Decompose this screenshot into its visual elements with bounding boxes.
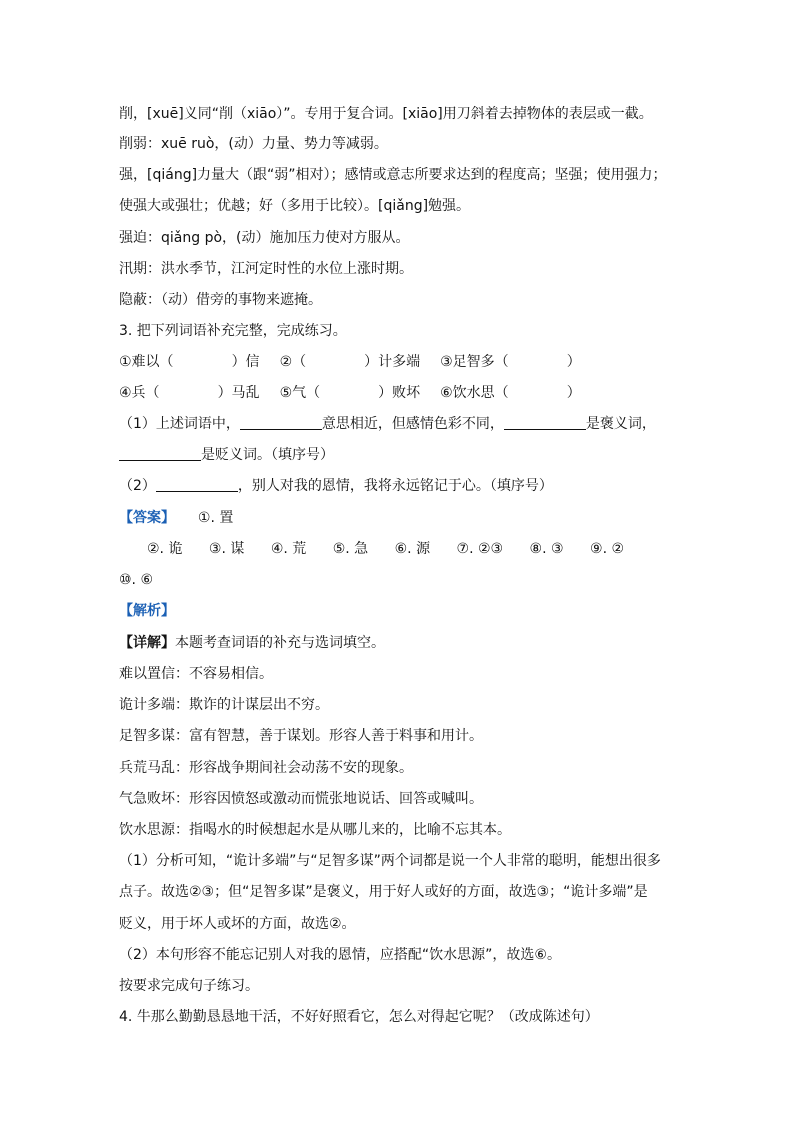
sub-text: （1）上述词语中，: [119, 416, 240, 432]
answer-blank: [156, 477, 238, 492]
q3-item: ⑥饮水思（: [440, 385, 509, 401]
answer-blank: [119, 446, 201, 461]
q3-item: ）马乱: [217, 385, 260, 401]
text-line: 削，[xuē]义同“削（xiāo）”。专用于复合词。[xiāo]用刀斜着去掉物体的表层或一截。: [119, 106, 653, 122]
answer-item: ①. 置: [197, 510, 234, 526]
answer-item: ④. 荒: [270, 541, 307, 557]
q3-item: ④兵（: [119, 385, 160, 401]
sub-text: 是贬义词。（填序号）: [201, 447, 334, 463]
answer-item: ⑧. ③: [529, 541, 564, 557]
text-line: 削弱：xuē ruò，(动）力量、势力等减弱。: [119, 136, 388, 152]
text-line: 强迫：qiǎng pò，(动）施加压力使对方服从。: [119, 230, 410, 246]
text-line: 隐蔽：（动）借旁的事物来遮掩。: [119, 292, 322, 308]
answer-row-1: [119, 508, 255, 528]
q3-item: ）: [566, 354, 581, 370]
sub-text: ，别人对我的恩情，我将永远铭记于心。（填序号）: [237, 478, 553, 494]
q3-sub-2: [119, 476, 553, 496]
q3-item: ③足智多（: [440, 354, 509, 370]
q3-item: ）信: [231, 354, 260, 370]
text-line: 按要求完成句子练习。: [119, 978, 259, 994]
sub-text: 意思相近，但感情色彩不同，: [321, 416, 504, 432]
text-line: 气急败坏：形容因愤怒或激动而慌张地说话、回答或喊叫。: [119, 791, 483, 807]
answer-item: ③. 谋: [208, 541, 245, 557]
text-line: 足智多谋：富有智慧，善于谋划。形容人善于料事和用计。: [119, 728, 483, 744]
sub-text: （2）: [119, 478, 156, 494]
q3-item: ①难以（: [119, 354, 174, 370]
text-line: 饮水思源：指喝水的时候想起水是从哪儿来的，比喻不忘其本。: [119, 822, 511, 838]
text-line: （2）本句形容不能忘记别人对我的恩情，应搭配“饮水思源”，故选⑥。: [119, 947, 561, 963]
q3-item: ⑤气（: [279, 385, 321, 401]
detail-label: 【详解】: [119, 635, 175, 651]
answer-item: ⑦. ②③: [456, 541, 504, 557]
answer-item: ⑥. 源: [394, 541, 431, 557]
answer-label: 【答案】: [119, 510, 175, 526]
q3-row-1: [119, 352, 581, 372]
answer-row-3: [119, 570, 175, 590]
answer-blank: [240, 415, 322, 430]
text-line: 诡计多端：欺诈的计谋层出不穷。: [119, 697, 329, 713]
answer-item: ⑩. ⑥: [119, 572, 154, 588]
analysis-label-line: [119, 601, 175, 621]
q3-item: ）败坏: [378, 385, 421, 401]
q3-item: ）计多端: [364, 354, 421, 370]
answer-row-2: [147, 539, 646, 559]
text-line: 点子。故选②③；但“足智多谋”是褒义，用于好人或好的方面，故选③；“诡计多端”是: [119, 884, 648, 900]
text-line: 使强大或强壮；优越；好（多用于比较）。[qiǎng]勉强。: [119, 198, 471, 214]
q3-sub-1: [119, 414, 656, 434]
detail-text: 本题考查词语的补充与选词填空。: [175, 635, 385, 651]
question-3-title: 3. 把下列词语补充完整，完成练习。: [119, 323, 347, 339]
text-line: 汛期：洪水季节，江河定时性的水位上涨时期。: [119, 261, 413, 277]
q3-item: ②（: [279, 354, 307, 370]
q3-sub-1-cont: [119, 445, 334, 465]
text-line: 贬义，用于坏人或坏的方面，故选②。: [119, 916, 356, 932]
detail-line: [119, 633, 385, 653]
answer-blank: [504, 415, 586, 430]
text-line: 难以置信：不容易相信。: [119, 666, 273, 682]
q3-item: ）: [566, 385, 581, 401]
q3-row-2: [119, 383, 581, 403]
text-line: 兵荒马乱：形容战争期间社会动荡不安的现象。: [119, 760, 413, 776]
answer-item: ⑨. ②: [590, 541, 625, 557]
question-4-title: 4. 牛那么勤勤恳恳地干活，不好好照看它，怎么对得起它呢？（改成陈述句）: [119, 1009, 599, 1025]
text-line: 强，[qiáng]力量大（跟“弱”相对）；感情或意志所要求达到的程度高；坚强；使用强力；: [119, 167, 667, 183]
answer-item: ②. 诡: [147, 541, 183, 557]
answer-item: ⑤. 急: [332, 541, 369, 557]
text-line: （1）分析可知，“诡计多端”与“足智多谋”两个词都是说一个人非常的聪明，能想出很多: [119, 853, 661, 869]
analysis-label: 【解析】: [119, 603, 175, 619]
sub-text: 是褒义词，: [585, 416, 656, 432]
